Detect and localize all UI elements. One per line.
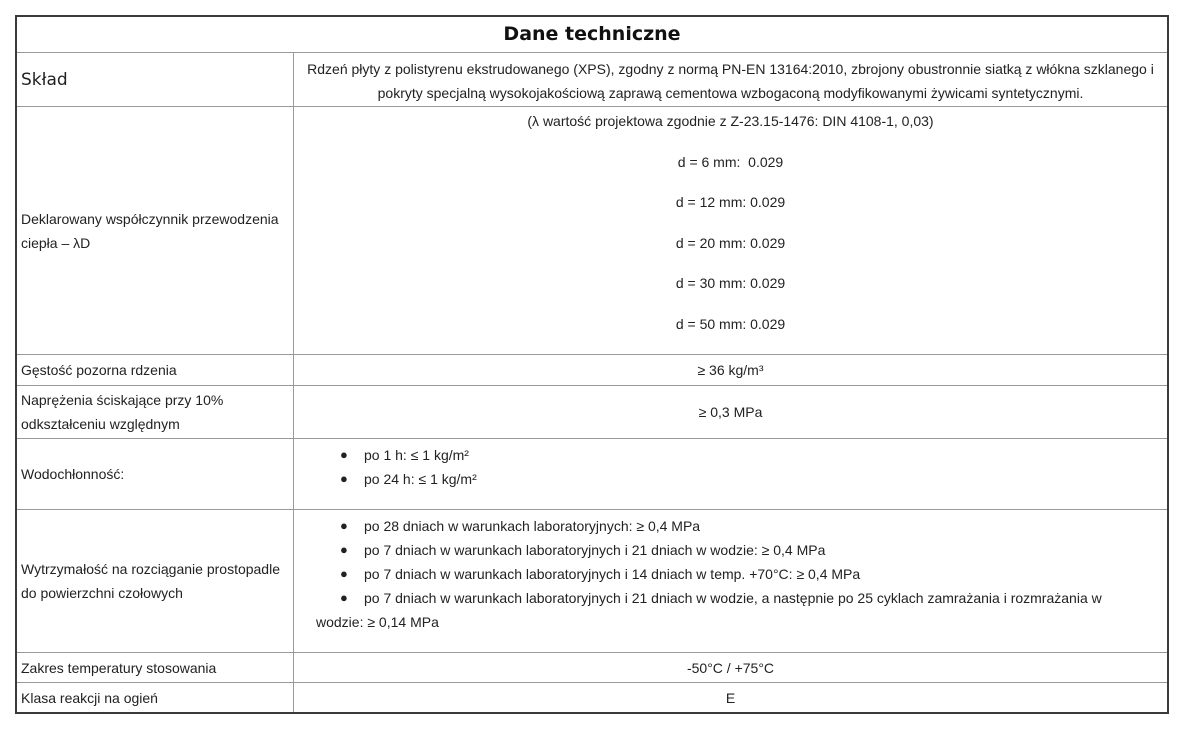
label-text: Wodochłonność: xyxy=(21,466,125,482)
label-text: Skład xyxy=(21,69,68,90)
row-label-wodochlonnosc xyxy=(21,439,289,509)
row-label-gestosc xyxy=(21,355,289,385)
list-item xyxy=(294,443,1167,467)
label-text: Klasa reakcji na ogień xyxy=(21,689,158,706)
list-item xyxy=(294,586,1167,634)
value-line: d = 50 mm: 0.029 xyxy=(675,315,786,332)
technical-data-table xyxy=(15,15,1169,714)
row-value-naprezenia xyxy=(294,386,1167,438)
value-line: d = 30 mm: 0.029 xyxy=(675,275,786,291)
value-line: pokryty specjalną wysokojakościową zaprawą cementowa wzbogaconą modyfikowanymi żywicami syntetycznymi. xyxy=(377,85,1084,101)
row-value-temperatura xyxy=(294,653,1167,682)
value-text: ≥ 36 kg/m³ xyxy=(697,362,764,378)
list-item-text: po 7 dniach w warunkach laboratoryjnych i 21 dniach w wodzie: ≥ 0,4 MPa xyxy=(364,542,826,558)
list-item-text-continued: wodzie: ≥ 0,14 MPa xyxy=(316,614,439,630)
row-value-ogien xyxy=(294,683,1167,712)
list-item xyxy=(294,514,1167,538)
label-text: Zakres temperatury stosowania xyxy=(21,659,217,676)
row-label-naprezenia xyxy=(21,386,289,438)
value-text: E xyxy=(725,689,736,706)
bullet-icon: ● xyxy=(340,447,348,462)
value-text: ≥ 0,3 MPa xyxy=(698,404,763,420)
bullet-icon: ● xyxy=(340,566,348,581)
table-title: Dane techniczne xyxy=(503,23,681,45)
list-item-text: po 7 dniach w warunkach laboratoryjnych i 21 dniach w wodzie, a następnie po 25 cyklach zamrażania i rozmrażania w xyxy=(364,590,1102,606)
row-label-wytrzymalosc xyxy=(21,510,289,652)
list-item xyxy=(294,538,1167,562)
row-value-wodochlonnosc xyxy=(294,443,1167,509)
list-item xyxy=(294,467,1167,491)
label-text: Deklarowany współczynnik przewodzenia ciepła – λD xyxy=(21,210,279,251)
row-value-sklad xyxy=(294,57,1167,106)
label-text: Gęstość pozorna rdzenia xyxy=(21,362,177,378)
value-text: -50°C / +75°C xyxy=(686,659,775,676)
value-line: Rdzeń płyty z polistyrenu ekstrudowanego (XPS), zgodny z normą PN-EN 13164:2010, zbrojony obustronnie siatką z włókna szklanego i xyxy=(307,61,1154,77)
label-text: Wytrzymałość na rozciąganie prostopadle do powierzchni czołowych xyxy=(21,561,280,601)
row-label-sklad xyxy=(21,53,289,106)
row-value-gestosc xyxy=(294,355,1167,385)
list-item-text: po 7 dniach w warunkach laboratoryjnych i 14 dniach w temp. +70°C: ≥ 0,4 MPa xyxy=(364,566,861,582)
bullet-icon: ● xyxy=(340,590,348,605)
bullet-icon: ● xyxy=(340,542,348,557)
row-label-temperatura xyxy=(21,653,289,682)
bullet-icon: ● xyxy=(340,518,348,533)
list-item xyxy=(294,562,1167,586)
value-line: d = 6 mm: 0.029 xyxy=(677,153,784,170)
value-line: d = 12 mm: 0.029 xyxy=(675,194,786,210)
row-value-wytrzymalosc xyxy=(294,514,1167,652)
row-label-ogien xyxy=(21,683,289,712)
list-item-text: po 28 dniach w warunkach laboratoryjnych: ≥ 0,4 MPa xyxy=(364,518,701,534)
bullet-icon: ● xyxy=(340,471,348,486)
list-item-text: po 1 h: ≤ 1 kg/m² xyxy=(364,447,469,463)
value-line: (λ wartość projektowa zgodnie z Z-23.15-1476: DIN 4108-1, 0,03) xyxy=(527,113,934,129)
row-value-lambda xyxy=(294,109,1167,354)
list-item-text: po 24 h: ≤ 1 kg/m² xyxy=(364,471,477,487)
label-text: Naprężenia ściskające przy 10% odkształceniu względnym xyxy=(21,392,224,432)
value-line: d = 20 mm: 0.029 xyxy=(675,234,786,251)
row-label-lambda xyxy=(21,107,289,354)
